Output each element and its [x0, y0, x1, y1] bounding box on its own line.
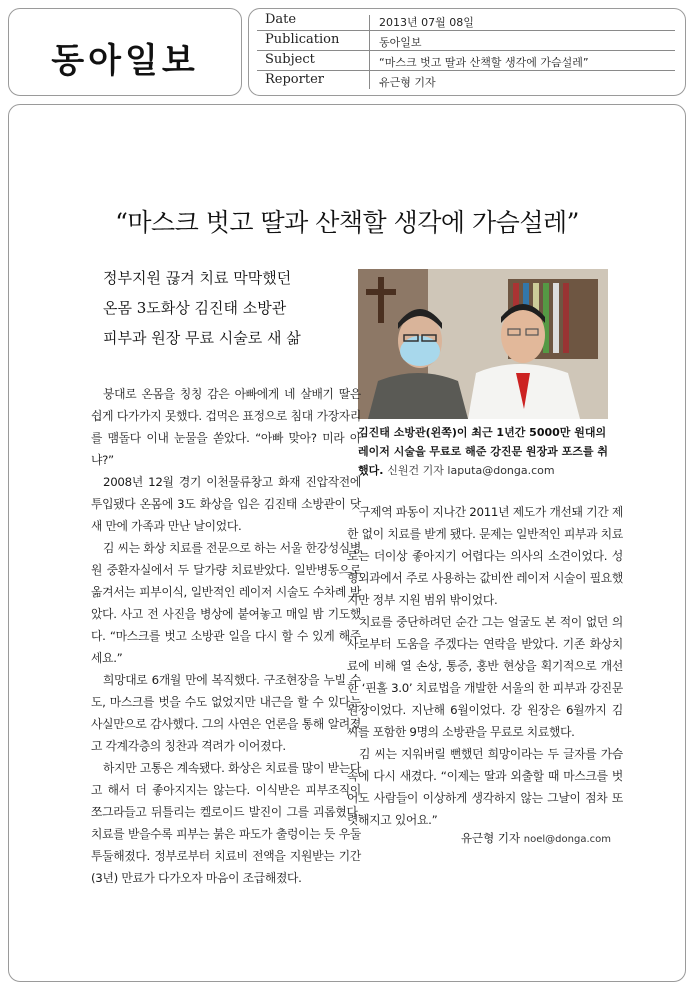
- article-column-right: [347, 501, 623, 831]
- byline: [461, 830, 611, 846]
- byline-email: noel@donga.com: [523, 834, 611, 845]
- photo-caption: [358, 423, 610, 480]
- paragraph: 김 씨는 화상 치료를 전문으로 하는 서울 한강성심병원 중환자실에서 두 달가량 치료받았다. 일반병동으로 옮겨서는 피부이식, 일반적인 레이저 시술도 수차례 받았다. 사고 전 사진을 병상에 붙여놓고 매일 밤 기도했다. “마스크를 벗고 소방관 일을 다시 할 수 있게 해주세요.”: [91, 541, 361, 665]
- newspaper-logo: 동아일보: [51, 41, 199, 81]
- headline: “마스크 벗고 딸과 산책할 생각에 가슴설레”: [115, 208, 579, 237]
- subhead: 피부과 원장 무료 시술로 새 삶: [103, 329, 301, 347]
- meta-label-subject: Subject: [265, 52, 315, 67]
- meta-label-reporter: Reporter: [265, 72, 324, 87]
- paragraph: 구제역 파동이 지나간 2011년 제도가 개선돼 기간 제한 없이 치료를 받게 됐다. 문제는 일반적인 피부과 치료로는 더이상 좋아지기 어렵다는 의사의 소견이었다. 성형외과에서 주로 사용하는 값비싼 레이저 시술이 필요했지만 정부 지원 범위 밖이었다.: [347, 505, 623, 607]
- subheads: [103, 263, 301, 353]
- paragraph: 붕대로 온몸을 칭칭 감은 아빠에게 네 살배기 딸은 쉽게 다가가지 못했다. 겁먹은 표정으로 침대 가장자리를 맴돌다 이내 눈물을 쏟았다. “아빠 맞아? 미라 아냐?”: [91, 387, 361, 467]
- meta-value-reporter: 유근형 기자: [379, 76, 436, 89]
- article-photo: [358, 269, 608, 419]
- byline-name: 유근형 기자: [460, 831, 521, 845]
- meta-label-date: Date: [265, 12, 297, 27]
- meta-row-subject: [257, 51, 675, 71]
- paragraph: 하지만 고통은 계속됐다. 화상은 치료를 많이 받는다고 해서 더 좋아지지는 않는다. 이식받은 피부조직이 쪼그라들고 뒤틀리는 켈로이드 발진이 그를 괴롭혔다. 치료를 받을수록 피부는 붉은 파도가 출렁이는 듯 우둘투둘해졌다. 정부로부터 치료비 전액을 지원받는 기간(3년) 만료가 다가오자 마음이 조급해졌다.: [91, 761, 361, 885]
- paragraph: 희망대로 6개월 만에 복직했다. 구조현장을 누빌 수도, 마스크를 벗을 수도 없었지만 내근을 할 수 있다는 사실만으로 감사했다. 그의 사연은 언론을 통해 알려졌고 각계각층의 칭찬과 격려가 이어졌다.: [91, 673, 361, 753]
- paragraph: 치료를 중단하려던 순간 그는 얼굴도 본 적이 없던 의사로부터 도움을 주겠다는 연락을 받았다. 기존 화상치료에 비해 열 손상, 통증, 홍반 현상을 획기적으로 개선한 ‘핀홀 3.0’ 치료법을 개발한 서울의 한 피부과 강진문 원장이었다. 지난해 6월이었다. 강 원장은 6월까지 김 씨를 포함한 9명의 소방관을 무료로 치료했다.: [347, 615, 623, 739]
- meta-row-date: [257, 11, 675, 31]
- meta-value-date: 2013년 07월 08일: [379, 16, 474, 29]
- subhead: 온몸 3도화상 김진태 소방관: [103, 299, 287, 317]
- meta-value-subject: “마스크 벗고 딸과 산책할 생각에 가슴설레”: [379, 56, 589, 69]
- meta-value-publication: 동아일보: [379, 36, 422, 49]
- paragraph: 2008년 12월 경기 이천물류창고 화재 진압작전에 투입됐다 온몸에 3도 화상을 입은 김진태 소방관이 닷새 만에 가족과 만난 날이었다.: [91, 475, 361, 533]
- photo-credit: 신원건 기자 laputa@donga.com: [387, 464, 555, 477]
- meta-label-publication: Publication: [265, 32, 340, 47]
- caption-text: 김진태 소방관(왼쪽)이 최근 1년간 5000만 원대의 레이저 시술을 무료로 해준 강진문 원장과 포즈를 취했다.: [358, 426, 608, 477]
- subhead: 정부지원 끊겨 치료 막막했던: [103, 269, 292, 287]
- meta-row-publication: [257, 31, 675, 51]
- masthead-card: [8, 8, 242, 96]
- paragraph: 김 씨는 지워버릴 뻔했던 희망이라는 두 글자를 가슴속에 다시 새겼다. “이제는 딸과 외출할 때 마스크를 벗어도 사람들이 이상하게 생각하지 않는 그날이 점차 또렷해지고 있어요.”: [347, 747, 623, 827]
- meta-row-reporter: [257, 71, 675, 90]
- article-card: [8, 104, 686, 982]
- photo-illustration: [358, 269, 608, 419]
- metadata-table: [248, 8, 686, 96]
- article-column-left: [91, 383, 361, 889]
